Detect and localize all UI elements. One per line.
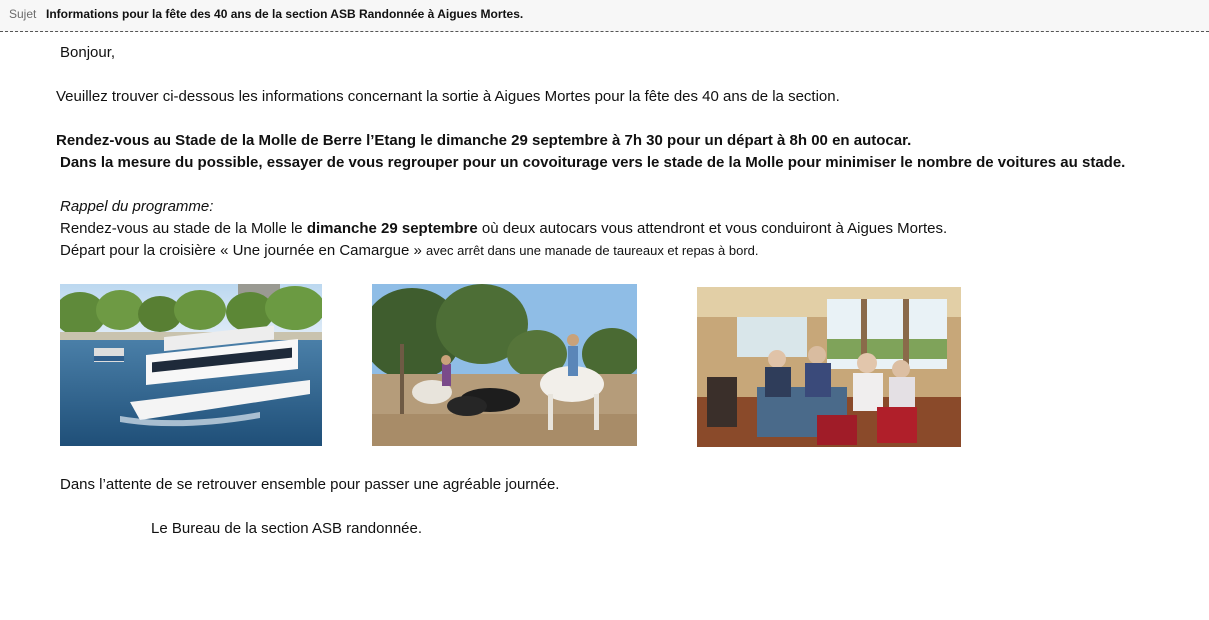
covoiturage-line: Dans la mesure du possible, essayer de vous regrouper pour un covoiturage vers le stade de la Molle pour minimiser le nombre de voitures au stade. (60, 154, 1126, 171)
intro-paragraph: Veuillez trouver ci-dessous les informations concernant la sortie à Aigues Mortes pour la fête des 40 ans de la section. (56, 88, 840, 105)
programme-line-2 (60, 241, 759, 261)
programme-line-1 (60, 219, 947, 239)
programme-text-2a: Départ pour la croisière « Une journée en Camargue » (60, 242, 427, 259)
greeting: Bonjour, (60, 44, 116, 61)
boat-photo (60, 284, 322, 446)
programme-title: Rappel du programme: (60, 198, 214, 215)
rendezvous-line: Rendez-vous au Stade de la Molle de Berre l’Etang le dimanche 29 septembre à 7h 30 pour un départ à 8h 00 en autocar. (56, 132, 912, 149)
subject-label: Sujet (9, 7, 37, 21)
email-header (0, 0, 1209, 32)
programme-text-1a: Rendez-vous au stade de la Molle le (60, 220, 307, 237)
programme-text-2b: avec arrêt dans une manade de taureaux et repas à bord. (426, 243, 759, 258)
subject-text: Informations pour la fête des 40 ans de la section ASB Randonnée à Aigues Mortes. (46, 7, 524, 21)
programme-text-1b: où deux autocars vous attendront et vous conduiront à Aigues Mortes. (477, 220, 948, 237)
horses-photo (372, 284, 637, 446)
dining-photo (697, 287, 961, 447)
signature: Le Bureau de la section ASB randonnée. (151, 520, 423, 537)
closing-line: Dans l’attente de se retrouver ensemble pour passer une agréable journée. (60, 476, 560, 493)
programme-date: dimanche 29 septembre (306, 220, 478, 237)
